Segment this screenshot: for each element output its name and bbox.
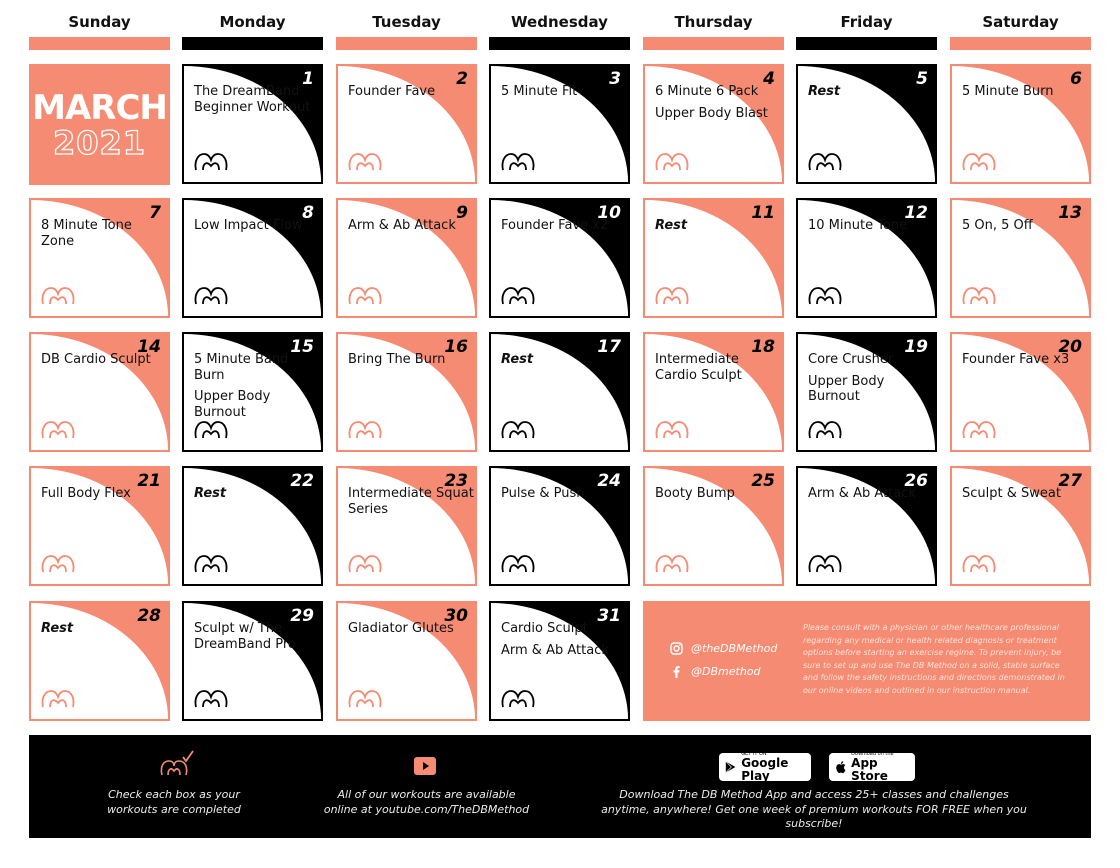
- workout-line: Full Body Flex: [41, 486, 131, 501]
- checkbox-logo-icon[interactable]: [41, 412, 75, 444]
- date-number: 1: [302, 69, 314, 89]
- weekday-color-bar: [489, 37, 630, 50]
- footer-bar: [29, 735, 1091, 838]
- date-number: 19: [904, 337, 928, 357]
- workout-line: Founder Fave x3: [962, 352, 1070, 367]
- safety-disclaimer: Please consult with a physician or other healthcare professional regarding any medical or health related diagnosis or treatment options before starting an exercise regime. To prevent injury, be sure to set up and use The DB Method on a solid, stable surface and follow the safety instructions and directions demonstrated in our online videos and outlined in our instruction manual.: [803, 623, 1065, 695]
- checkbox-logo-icon[interactable]: [655, 144, 689, 176]
- date-number: 31: [597, 606, 621, 626]
- facebook-icon: [670, 665, 683, 678]
- weekday-color-bar: [29, 37, 170, 50]
- workout-title: [655, 352, 783, 383]
- workout-title: [655, 84, 783, 121]
- workout-line: 5 Minute Burn: [962, 84, 1054, 99]
- date-number: 13: [1058, 203, 1082, 223]
- workout-line: Core Crusher: [808, 352, 894, 367]
- date-number: 14: [137, 337, 161, 357]
- date-number: 10: [597, 203, 621, 223]
- date-number: 17: [597, 337, 621, 357]
- workout-line: Intermediate Cardio Sculpt: [655, 352, 742, 383]
- google-play-small: GET IT ON: [741, 751, 767, 757]
- workout-title: [808, 352, 936, 405]
- instagram-handle: @theDBMethod: [691, 642, 778, 655]
- workout-title: [808, 486, 936, 502]
- date-number: 3: [609, 69, 621, 89]
- workout-title: [41, 486, 169, 502]
- workout-title: [194, 486, 322, 502]
- youtube-info: All of our workouts are available online at youtube.com/TheDBMethod: [323, 788, 530, 816]
- checkbox-logo-icon[interactable]: [41, 546, 75, 578]
- checkbox-logo-icon[interactable]: [962, 144, 996, 176]
- calendar-day-22[interactable]: [182, 466, 323, 586]
- calendar-day-1[interactable]: [182, 64, 323, 184]
- calendar-day-17[interactable]: [489, 332, 630, 452]
- workout-line: Founder Fave: [348, 84, 436, 99]
- checkbox-logo-icon[interactable]: [194, 412, 228, 444]
- month-name: MARCH: [32, 88, 167, 128]
- workout-line: Low Impact Flow: [194, 218, 303, 233]
- checkbox-logo-icon[interactable]: [348, 412, 382, 444]
- workout-title: [808, 84, 936, 100]
- checkbox-logo-icon[interactable]: [655, 546, 689, 578]
- weekday-color-bar: [643, 37, 784, 50]
- calendar-day-3[interactable]: [489, 64, 630, 184]
- checkbox-logo-icon[interactable]: [501, 681, 535, 713]
- workout-line: Rest: [808, 84, 841, 99]
- workout-title: [348, 352, 476, 368]
- checkbox-logo-icon[interactable]: [501, 546, 535, 578]
- calendar-day-18[interactable]: [643, 332, 784, 452]
- date-number: 24: [597, 471, 621, 491]
- date-number: 5: [916, 69, 928, 89]
- checkbox-logo-icon[interactable]: [194, 681, 228, 713]
- checkbox-instruction: Check each box as your workouts are completed: [107, 788, 241, 816]
- google-play-big: Google Play: [741, 756, 789, 783]
- workout-line: 6 Minute 6 Pack: [655, 84, 759, 99]
- workout-title: [348, 84, 476, 100]
- checkbox-logo-icon[interactable]: [808, 278, 842, 310]
- calendar-day-9[interactable]: [336, 198, 477, 318]
- calendar-day-5[interactable]: [796, 64, 937, 184]
- month-title-block: [29, 64, 170, 185]
- calendar-day-20[interactable]: [950, 332, 1091, 452]
- calendar-day-8[interactable]: [182, 198, 323, 318]
- checkbox-logo-icon[interactable]: [962, 412, 996, 444]
- workout-title: [41, 218, 169, 249]
- workout-line: Cardio Sculpt: [501, 621, 588, 636]
- calendar-day-12[interactable]: [796, 198, 937, 318]
- checkbox-logo-icon[interactable]: [348, 681, 382, 713]
- workout-line: 10 Minute Tone: [808, 218, 908, 233]
- google-play-icon: [725, 759, 736, 775]
- workout-line: 8 Minute Tone Zone: [41, 218, 132, 249]
- calendar-day-27[interactable]: [950, 466, 1091, 586]
- date-number: 18: [751, 337, 775, 357]
- instagram-handle-row[interactable]: [670, 642, 777, 655]
- workout-title: [348, 621, 476, 637]
- workout-line: Upper Body Burnout: [194, 389, 271, 420]
- weekday-label: Wednesday: [511, 13, 608, 31]
- checkbox-logo-icon[interactable]: [808, 546, 842, 578]
- workout-line: DB Cardio Sculpt: [41, 352, 151, 367]
- workout-line: Pulse & Push: [501, 486, 585, 501]
- checked-logo-icon: [159, 749, 195, 779]
- checkbox-logo-icon[interactable]: [41, 278, 75, 310]
- facebook-handle: @DBmethod: [691, 665, 761, 678]
- calendar-day-4[interactable]: [643, 64, 784, 184]
- date-number: 20: [1058, 337, 1082, 357]
- date-number: 30: [444, 606, 468, 626]
- workout-line: Arm & Ab Attack: [501, 642, 609, 658]
- calendar-day-30[interactable]: [336, 601, 477, 721]
- checkbox-logo-icon[interactable]: [194, 278, 228, 310]
- calendar-day-25[interactable]: [643, 466, 784, 586]
- workout-title: [655, 218, 783, 234]
- weekday-label: Sunday: [68, 13, 131, 31]
- date-number: 8: [302, 203, 314, 223]
- checkbox-logo-icon[interactable]: [194, 144, 228, 176]
- year-label: 2021: [52, 124, 147, 162]
- workout-line: Sculpt & Sweat: [962, 486, 1061, 501]
- workout-title: [41, 352, 169, 368]
- checkbox-logo-icon[interactable]: [348, 278, 382, 310]
- weekday-label: Thursday: [674, 13, 753, 31]
- app-store-small: Download on the: [851, 751, 894, 757]
- workout-title: [962, 486, 1090, 502]
- date-number: 21: [137, 471, 161, 491]
- workout-line: Rest: [655, 218, 688, 233]
- checkbox-logo-icon[interactable]: [962, 546, 996, 578]
- date-number: 22: [290, 471, 314, 491]
- checkbox-logo-icon[interactable]: [501, 412, 535, 444]
- weekday-label: Saturday: [982, 13, 1059, 31]
- workout-title: [962, 218, 1090, 234]
- checkbox-logo-icon[interactable]: [348, 546, 382, 578]
- app-store-big: App Store: [851, 756, 888, 783]
- weekday-color-bar: [796, 37, 937, 50]
- workout-title: [501, 84, 629, 100]
- date-number: 15: [290, 337, 314, 357]
- checkbox-logo-icon[interactable]: [501, 278, 535, 310]
- workout-title: [194, 218, 322, 234]
- date-number: 26: [904, 471, 928, 491]
- workout-line: Founder Fave x2: [501, 218, 609, 233]
- weekday-color-bar: [336, 37, 477, 50]
- workout-line: Arm & Ab Attack: [808, 486, 916, 501]
- workout-title: [808, 218, 936, 234]
- date-number: 16: [444, 337, 468, 357]
- workout-line: Rest: [41, 621, 74, 636]
- date-number: 29: [290, 606, 314, 626]
- workout-line: Booty Bump: [655, 486, 735, 501]
- weekday-label: Tuesday: [372, 13, 441, 31]
- app-store-badge[interactable]: [829, 753, 915, 781]
- calendar-day-31[interactable]: [489, 601, 630, 721]
- date-number: 9: [456, 203, 468, 223]
- workout-title: [655, 486, 783, 502]
- calendar-day-23[interactable]: [336, 466, 477, 586]
- workout-title: [194, 352, 322, 420]
- workout-title: [501, 621, 629, 658]
- date-number: 6: [1070, 69, 1082, 89]
- calendar-day-13[interactable]: [950, 198, 1091, 318]
- calendar-day-2[interactable]: [336, 64, 477, 184]
- workout-title: [194, 84, 322, 115]
- calendar-day-11[interactable]: [643, 198, 784, 318]
- checkbox-logo-icon[interactable]: [348, 144, 382, 176]
- date-number: 25: [751, 471, 775, 491]
- checkbox-logo-icon[interactable]: [655, 278, 689, 310]
- date-number: 7: [149, 203, 161, 223]
- date-number: 28: [137, 606, 161, 626]
- weekday-color-bar: [950, 37, 1091, 50]
- google-play-badge[interactable]: [719, 753, 811, 781]
- checkbox-logo-icon[interactable]: [501, 144, 535, 176]
- checkbox-logo-icon[interactable]: [962, 278, 996, 310]
- workout-title: [348, 486, 476, 517]
- calendar-day-16[interactable]: [336, 332, 477, 452]
- workout-line: Sculpt w/ The DreamBand Pro: [194, 621, 296, 652]
- workout-title: [962, 84, 1090, 100]
- workout-line: Bring The Burn: [348, 352, 446, 367]
- workout-title: [501, 352, 629, 368]
- checkbox-logo-icon[interactable]: [808, 412, 842, 444]
- calendar-day-28[interactable]: [29, 601, 170, 721]
- workout-line: Gladiator Glutes: [348, 621, 454, 636]
- workout-title: [194, 621, 322, 652]
- date-number: 11: [751, 203, 775, 223]
- checkbox-logo-icon[interactable]: [655, 412, 689, 444]
- workout-title: [501, 218, 629, 234]
- calendar-day-6[interactable]: [950, 64, 1091, 184]
- workout-line: Rest: [194, 486, 227, 501]
- calendar-day-14[interactable]: [29, 332, 170, 452]
- app-promo-text: Download The DB Method App and access 25+ classes and challenges anytime, anywhere! Get one week of premium workouts FOR FREE when you subscribe!: [601, 788, 1027, 830]
- youtube-icon[interactable]: [414, 757, 436, 775]
- calendar-day-19[interactable]: [796, 332, 937, 452]
- workout-line: Upper Body Blast: [655, 105, 768, 121]
- date-number: 27: [1058, 471, 1082, 491]
- workout-title: [41, 621, 169, 637]
- apple-icon: [835, 759, 846, 775]
- workout-line: The DreamBand Beginner Workout: [194, 84, 311, 115]
- workout-line: 5 Minute Fit: [501, 84, 578, 99]
- calendar-day-15[interactable]: [182, 332, 323, 452]
- calendar-day-10[interactable]: [489, 198, 630, 318]
- workout-line: 5 Minute Band Burn: [194, 352, 289, 383]
- workout-title: [348, 218, 476, 234]
- checkbox-logo-icon[interactable]: [194, 546, 228, 578]
- facebook-handle-row[interactable]: [670, 665, 761, 678]
- checkbox-logo-icon[interactable]: [808, 144, 842, 176]
- calendar-day-7[interactable]: [29, 198, 170, 318]
- weekday-label: Monday: [219, 13, 286, 31]
- workout-title: [962, 352, 1090, 368]
- calendar-day-21[interactable]: [29, 466, 170, 586]
- calendar-day-26[interactable]: [796, 466, 937, 586]
- workout-line: Rest: [501, 352, 534, 367]
- calendar-day-24[interactable]: [489, 466, 630, 586]
- weekday-color-bar: [182, 37, 323, 50]
- date-number: 12: [904, 203, 928, 223]
- workout-line: 5 On, 5 Off: [962, 218, 1033, 233]
- date-number: 2: [456, 69, 468, 89]
- weekday-label: Friday: [840, 13, 893, 31]
- workout-line: Upper Body Burnout: [808, 373, 885, 404]
- workout-line: Arm & Ab Attack: [348, 218, 456, 233]
- workout-line: Intermediate Squat Series: [348, 486, 474, 517]
- checkbox-logo-icon[interactable]: [41, 681, 75, 713]
- date-number: 4: [763, 69, 775, 89]
- workout-title: [501, 486, 629, 502]
- instagram-icon: [670, 642, 683, 655]
- calendar-day-29[interactable]: [182, 601, 323, 721]
- date-number: 23: [444, 471, 468, 491]
- info-box: [643, 601, 1090, 721]
